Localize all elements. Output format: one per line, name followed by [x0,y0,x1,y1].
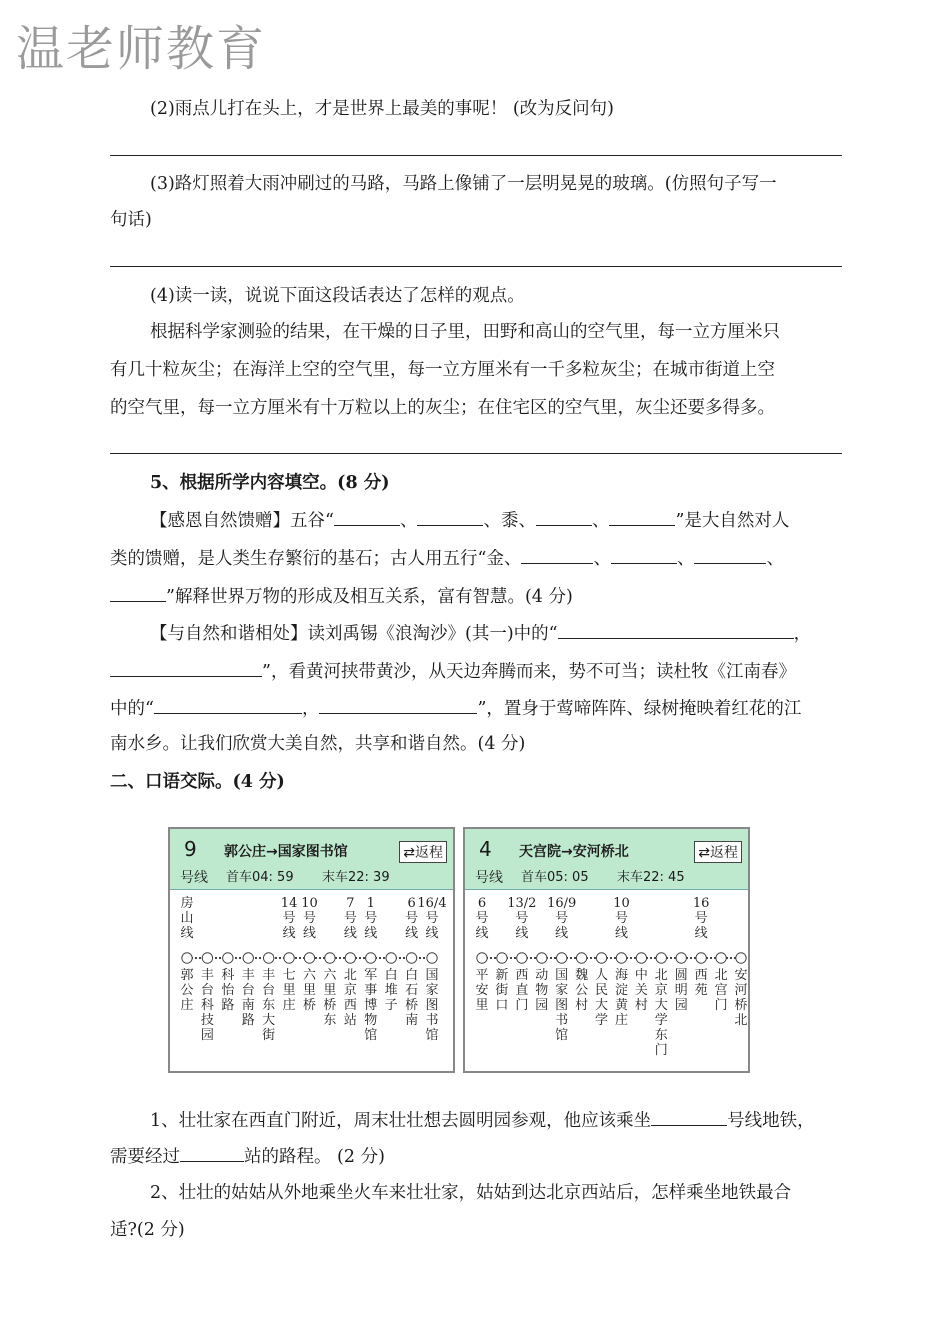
station-marker[interactable] [325,953,335,963]
station-name: 六 [323,968,337,983]
return-button[interactable]: ⇄返程 [399,841,447,863]
station-name: 学 [654,1013,668,1028]
transfer-line-label: 号 [343,911,357,926]
transfer-line-label: 10 [613,896,630,911]
watermark: 温老师教育 [16,21,267,77]
q5-sep: 、 [593,549,611,569]
station-name: 庄 [282,998,296,1013]
station-name: 黄 [614,998,628,1013]
transfer-line-label: 号 [694,911,708,926]
subway-map-line-9 [168,827,455,1073]
first-train: 首车05: 05 [521,870,589,885]
station-name: 家 [555,983,569,998]
transfer-line-label: 7 [346,896,355,911]
station-name: 台 [262,983,276,998]
fill-blank[interactable] [611,545,677,564]
transfer-line-label: 号 [614,911,628,926]
transfer-line-label: 16/4 [417,896,447,911]
station-name: 馆 [364,1028,378,1043]
station-name: 白 [384,968,398,983]
station-name: 北 [654,968,668,983]
transfer-line-label: 线 [694,926,708,941]
fill-blank[interactable] [558,620,794,639]
station-name: 馆 [555,1028,569,1043]
station-name: 白 [405,968,419,983]
subway-map-line-4 [463,827,750,1073]
transfer-line-label: 线 [555,926,569,941]
q5-line-a3 [110,583,842,609]
transfer-line-label: 号 [555,911,569,926]
transfer-line-label: 线 [343,926,357,941]
transfer-line-label: 10 [301,896,318,911]
station-marker[interactable] [304,953,314,963]
last-train: 末车22: 45 [617,870,685,885]
station-marker[interactable] [345,953,355,963]
transfer-line-label: 号 [364,911,378,926]
q4-paragraph-line: 有几十粒灰尘；在海洋上空的空气里，每一立方厘米有一千多粒灰尘；在城市街道上空 [110,360,775,380]
station-marker[interactable] [576,953,586,963]
station-name: 河 [734,983,748,998]
transfer-line-label: 16 [692,896,710,911]
station-name: 子 [384,998,398,1013]
station-name: 宫 [714,983,728,998]
station-name: 园 [674,998,688,1013]
station-name: 公 [575,983,589,998]
station-name: 庄 [180,998,194,1013]
station-name: 门 [714,998,728,1013]
station-name: 明 [674,983,688,998]
station-marker[interactable] [386,953,396,963]
transfer-line-label: 号 [515,911,529,926]
q5-title: 5、根据所学内容填空。(8 分) [150,473,390,493]
station-name: 庄 [614,1013,628,1028]
station-name: 北 [714,968,728,983]
q5-line-b2 [110,658,842,684]
fill-blank[interactable] [154,695,302,714]
station-name: 堆 [384,983,398,998]
q-text: 需要经过 [110,1147,180,1167]
q5-sep: ， [793,624,812,644]
fill-blank[interactable] [110,658,262,677]
route-diagram [170,891,453,1069]
q4-sentence-4: (4)读一读，说说下面这段话表达了怎样的观点。 [150,286,525,306]
station-name: 安 [475,983,489,998]
transfer-line-label: 1 [366,896,375,911]
fill-blank[interactable] [694,545,766,564]
part2-q2-line1: 2、壮壮的姑姑从外地乘坐火车来壮壮家，姑姑到达北京西站后，怎样乘坐地铁最合 [150,1183,792,1203]
station-name: 怡 [221,983,235,998]
station-name: 军 [364,968,378,983]
station-name: 科 [200,998,214,1013]
station-name: 园 [535,998,549,1013]
q-text: 1、壮壮家在西直门附近，周末壮壮想去圆明园参观，他应该乘坐 [150,1111,652,1131]
transfer-line-label: 14 [280,896,298,911]
q5-line-a1 [150,507,882,533]
station-marker[interactable] [676,953,686,963]
last-train: 末车22: 39 [322,870,390,885]
station-name: 村 [634,998,648,1013]
q5-sep: 、 [676,549,695,569]
fill-blank[interactable] [319,695,477,714]
transfer-line-label: 号 [425,911,439,926]
station-name: 学 [595,1013,609,1028]
station-name: 民 [595,983,609,998]
answer-line[interactable] [110,266,842,267]
station-name: 口 [495,998,509,1013]
q5-text: ”解释世界万物的形成及相互关系，富有智慧。(4 分) [166,587,573,607]
q5-sep: 、 [518,511,536,531]
station-marker[interactable] [636,953,646,963]
route-name: 天宫院→安河桥北 [519,844,629,860]
station-name: 石 [405,983,419,998]
fill-blank[interactable] [536,507,592,526]
station-name: 站 [343,1013,357,1028]
station-name: 动 [535,968,549,983]
fill-blank[interactable] [417,507,483,526]
transfer-line-label: 线 [475,926,489,941]
station-name: 丰 [200,968,214,983]
q5-text: ”，置身于莺啼阵阵、绿树掩映着红花的江 [477,699,802,719]
q-text: 站的路程。 (2 分) [244,1147,385,1167]
station-name: 书 [555,1013,569,1028]
station-name: 人 [595,968,609,983]
station-name: 门 [515,998,529,1013]
station-name: 街 [262,1028,276,1043]
q5-text: 类的馈赠，是人类生存繁衍的基石；古人用五行“金、 [110,549,522,569]
station-name: 国 [555,968,569,983]
station-marker[interactable] [427,953,437,963]
station-marker[interactable] [596,953,606,963]
q4-sentence-3b: 句话) [110,210,152,230]
station-name: 门 [654,1043,668,1058]
part2-q2-line2: 适?(2 分) [110,1220,185,1240]
fill-blank[interactable] [334,507,400,526]
station-name: 馆 [425,1028,439,1043]
station-name: 七 [282,968,296,983]
station-name: 北 [734,1013,748,1028]
part2-q1-line1 [150,1107,882,1133]
station-name: 事 [364,983,378,998]
station-name: 物 [535,983,549,998]
station-name: 图 [425,998,439,1013]
q4-sentence-3a: (3)路灯照着大雨冲刷过的马路，马路上像铺了一层明晃晃的玻璃。(仿照句子写一 [150,174,777,194]
return-button[interactable]: ⇄返程 [694,841,742,863]
line-label: 号线 [180,870,208,886]
station-marker[interactable] [284,953,294,963]
station-name: 街 [495,983,509,998]
line-number: 4 [479,837,492,861]
q5-line-b4: 南水乡。让我们欣赏大美自然，共享和谐自然。(4 分) [110,734,526,754]
station-name: 东 [654,1028,668,1043]
transfer-line-label: 6 [477,896,487,911]
q5-text: ”是大自然对人 [675,511,790,531]
q-text: 号线地铁， [727,1111,815,1131]
station-name: 西 [694,968,708,983]
station-name: 物 [364,1013,378,1028]
station-name: 六 [302,968,317,983]
station-name: 淀 [614,983,628,998]
transfer-line-label: 线 [515,926,529,941]
station-marker[interactable] [223,953,233,963]
station-marker[interactable] [716,953,726,963]
transfer-line-label: 线 [282,926,296,941]
transfer-line-label: 号 [282,911,296,926]
q5-line-b1 [150,620,882,646]
station-name: 直 [515,983,529,998]
q4-paragraph-line: 根据科学家测验的结果，在干燥的日子里，田野和高山的空气里，每一立方厘米只 [150,322,780,342]
transfer-line-label: 6 [407,896,416,911]
station-marker[interactable] [736,953,746,963]
q5-text: 五谷“ [290,511,334,531]
station-name: 安 [734,968,748,983]
station-name: 南 [405,1013,419,1028]
station-name: 园 [200,1028,214,1043]
station-marker[interactable] [537,953,547,963]
q5-line-a2 [110,545,842,571]
answer-line[interactable] [110,155,842,156]
q5-tag-b: 【与自然和谐相处】 [150,624,308,644]
line-number: 9 [184,837,197,861]
q4-paragraph-line: 的空气里，每一立方厘米有十万粒以上的灰尘；在住宅区的空气里，灰尘还要多得多。 [110,398,775,418]
station-marker[interactable] [263,953,273,963]
q5-text: 中的“ [110,699,154,719]
station-marker[interactable] [243,953,253,963]
q5-sep: ， [301,699,320,719]
station-marker[interactable] [517,953,527,963]
route-name: 郭公庄→国家图书馆 [224,844,348,860]
station-name: 科 [221,968,235,983]
transfer-line-label: 线 [302,926,317,941]
q5-text: 黍 [500,511,519,531]
fill-blank[interactable] [521,545,593,564]
transfer-line-label: 线 [405,926,419,941]
station-name: 南 [241,998,255,1013]
line-label: 号线 [475,870,503,886]
route-diagram [465,891,764,1069]
station-name: 里 [282,983,296,998]
station-name: 台 [200,983,214,998]
fill-blank[interactable] [110,583,166,602]
station-name: 平 [475,968,489,983]
transfer-line-label: 号 [405,911,419,926]
q5-sep: 、 [766,549,784,569]
station-name: 丰 [262,968,276,983]
transfer-line-label: 山 [180,911,194,926]
station-name: 里 [475,998,489,1013]
station-name: 路 [221,998,235,1013]
q5-text: 读刘禹锡《浪淘沙》(其一)中的“ [307,624,558,644]
station-name: 技 [200,1013,214,1028]
station-name: 西 [515,968,529,983]
station-marker[interactable] [656,953,666,963]
station-name: 丰 [241,968,255,983]
station-name: 圆 [674,968,688,983]
answer-line[interactable] [110,453,842,454]
transfer-line-label: 线 [180,926,194,941]
part2-q1-line2 [110,1143,842,1169]
station-name: 书 [425,1013,439,1028]
fill-blank[interactable] [651,1107,727,1126]
transfer-line-label: 16/9 [547,896,577,911]
q5-text: ”，看黄河挟带黄沙，从天边奔腾而来，势不可当；读杜牧《江南春》 [262,662,796,682]
station-name: 中 [634,968,648,983]
station-marker[interactable] [202,953,212,963]
station-marker[interactable] [696,953,706,963]
station-marker[interactable] [182,953,192,963]
first-train: 首车04: 59 [226,870,294,885]
transfer-line-label: 线 [364,926,378,941]
station-name: 海 [614,968,628,983]
q4-sentence-2: (2)雨点儿打在头上，才是世界上最美的事呢！ (改为反问句) [150,99,615,119]
transfer-line-label: 线 [614,926,628,941]
station-name: 魏 [575,968,589,983]
q5-line-b3 [110,695,842,721]
station-name: 台 [241,983,255,998]
transfer-line-label: 房 [180,896,194,911]
part2-title: 二、口语交际。(4 分) [110,772,285,792]
station-name: 东 [323,1013,337,1028]
map-header [170,829,453,890]
station-name: 新 [495,968,509,983]
station-marker[interactable] [366,953,376,963]
q5-sep: 、 [399,511,418,531]
station-marker[interactable] [497,953,507,963]
station-name: 桥 [734,998,748,1013]
q5-tag-a: 【感恩自然馈赠】 [150,511,290,531]
transfer-line-label: 号 [475,911,489,926]
station-name: 京 [654,983,668,998]
station-marker[interactable] [406,953,416,963]
station-name: 家 [425,983,439,998]
station-name: 博 [364,998,378,1013]
station-name: 路 [241,1013,255,1028]
station-name: 桥 [323,998,337,1013]
station-name: 东 [262,998,276,1013]
station-marker[interactable] [477,953,487,963]
station-name: 苑 [694,983,708,998]
station-name: 北 [343,968,357,983]
q5-sep: 、 [591,511,610,531]
station-name: 大 [595,998,609,1013]
station-name: 桥 [302,998,317,1013]
fill-blank[interactable] [180,1143,244,1162]
station-name: 国 [425,968,439,983]
station-name: 村 [575,998,589,1013]
transfer-line-label: 线 [425,926,439,941]
station-name: 公 [180,983,194,998]
station-name: 里 [323,983,337,998]
station-name: 大 [654,998,668,1013]
fill-blank[interactable] [609,507,675,526]
transfer-line-label: 13/2 [507,896,537,911]
station-name: 西 [343,998,357,1013]
q5-sep: 、 [483,511,501,531]
station-name: 图 [555,998,569,1013]
station-marker[interactable] [616,953,626,963]
map-header [465,829,748,890]
station-name: 关 [634,983,648,998]
station-marker[interactable] [556,953,566,963]
station-name: 桥 [405,998,419,1013]
station-name: 里 [302,983,317,998]
station-name: 大 [262,1013,276,1028]
transfer-line-label: 号 [302,911,317,926]
station-name: 京 [343,983,357,998]
station-name: 郭 [180,968,194,983]
